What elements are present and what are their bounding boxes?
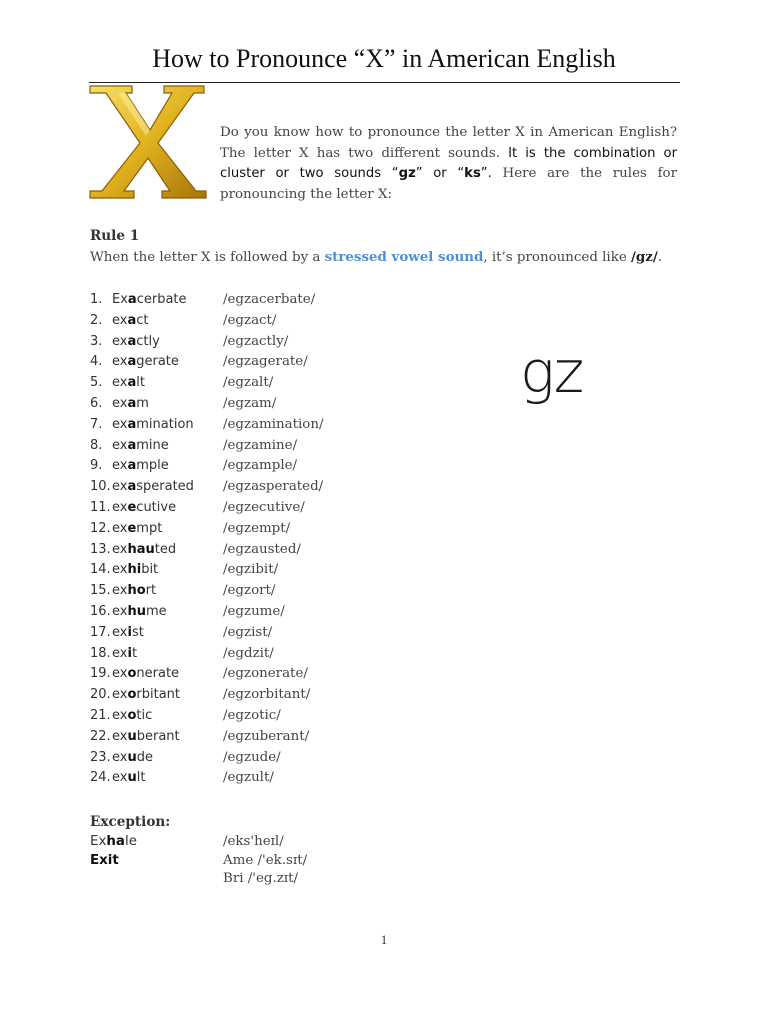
item-number: 2. [90,312,103,328]
intro-paragraph: Do you know how to pronounce the letter X in American English? The letter X has two different sounds. It is the combination or cluster or two sounds “gz” or “ks”. Here are the rules for pronouncing the letter X: [220,125,677,202]
word-list-item [90,623,273,644]
pronunciation: /egzamine/ [223,437,298,453]
word: exuberant [112,728,180,744]
pronunciation: /egzactly/ [223,333,289,349]
pronunciation: /egzonerate/ [223,666,308,682]
item-number: 7. [90,416,103,432]
word-list-item [90,581,276,602]
item-number: 13. [90,541,111,557]
pronunciation: /egzult/ [223,770,274,786]
exception-exit: Exit Ame /'ek.sɪt/ [90,853,308,868]
pronunciation: /egzagerate/ [223,354,308,370]
ks-bold: ks [464,166,481,182]
word: exorbitant [112,687,181,703]
word: executive [112,499,177,515]
word: exhibit [112,562,159,578]
word-list-item [90,456,298,477]
word: exactly [112,333,160,349]
pronunciation: /egzalt/ [223,375,274,391]
exception-exhale: Exhale /eks'heɪl/ [90,834,284,849]
item-number: 14. [90,562,111,578]
word-list-item [90,768,274,789]
rule-1-description: When the letter X is followed by a stressed vowel sound, it’s pronounced like /gz/. [90,249,663,265]
item-number: 3. [90,333,103,349]
item-number: 5. [90,375,103,391]
word-list [90,290,324,789]
word: exist [112,624,144,640]
item-number: 19. [90,666,111,682]
word-list-item [90,644,274,665]
item-number: 4. [90,354,103,370]
word-list-item [90,519,291,540]
pronunciation: /egzist/ [223,624,273,640]
word-list-item [90,498,305,519]
item-number: 21. [90,707,111,723]
item-number: 1. [90,292,103,307]
item-number: 12. [90,520,111,536]
word: exit [112,645,138,661]
item-number: 9. [90,458,103,474]
word-list-item [90,373,274,394]
item-number: 17. [90,624,111,640]
word: exagerate [112,354,179,370]
pronunciation: /egzausted/ [223,541,301,557]
word-list-item [90,748,281,769]
rule-1-title: Rule 1 [90,228,140,244]
word-list-item [90,311,277,332]
exception-title: Exception: [90,814,171,830]
word: example [112,458,169,474]
gz-sound: /gz/ [631,249,658,265]
word: exude [112,749,153,765]
word-list-item [90,560,279,581]
pronunciation: /egzample/ [223,458,298,474]
word-list-item [90,664,308,685]
word-list-item [90,352,308,373]
page-number: 1 [380,932,388,947]
word: exasperated [112,479,194,495]
pronunciation: /egzamination/ [223,416,324,432]
word-list-item [90,415,324,436]
word-list-item [90,394,277,415]
word: exonerate [112,666,180,682]
pronunciation: /egzume/ [223,603,285,619]
pronunciation: /egzibit/ [223,562,279,578]
pronunciation: /egzempt/ [223,520,291,536]
pronunciation: /egzam/ [223,395,277,411]
gz-bold: gz [398,166,416,182]
word: exempt [112,520,163,536]
pronunciation: /egzorbitant/ [223,687,311,703]
item-number: 11. [90,499,111,515]
page-title: How to Pronounce “X” in American English [152,44,616,73]
word-list-item [90,436,298,457]
item-number: 15. [90,583,111,599]
gz-display: gz [520,338,584,406]
word: exact [112,312,149,328]
item-number: 24. [90,770,111,786]
word: exotic [112,707,153,723]
pronunciation: /egzacerbate/ [223,292,316,307]
word: examine [112,437,169,453]
item-number: 23. [90,749,111,765]
stressed-vowel-highlight: stressed vowel sound [324,249,484,265]
word: exhort [112,583,157,599]
word-list-item [90,685,311,706]
svg-text:X: X [148,180,149,181]
pronunciation: /egdzit/ [223,645,274,661]
pronunciation: /egzuberant/ [223,728,310,744]
golden-x-logo [88,80,208,204]
word: exalt [112,375,145,391]
word: exhauted [112,541,177,557]
item-number: 16. [90,603,111,619]
word-list-item [90,477,324,498]
pronunciation: /egzecutive/ [223,499,305,515]
word: Exacerbate [112,292,187,307]
item-number: 10. [90,479,111,495]
pronunciation: /egzort/ [223,583,276,599]
word: exam [112,395,149,411]
pronunciation: /egzotic/ [223,707,281,723]
item-number: 6. [90,395,103,411]
word-list-item [90,540,301,561]
word-list-item [90,706,281,727]
item-number: 22. [90,728,111,744]
pronunciation: /egzude/ [223,749,281,765]
word-list-item [90,290,316,311]
pronunciation: /egzasperated/ [223,479,324,495]
item-number: 20. [90,687,111,703]
word-list-item [90,332,289,353]
exception-exit-british: Bri /'eg.zɪt/ [223,871,298,886]
pronunciation: /egzact/ [223,312,277,328]
item-number: 8. [90,437,103,453]
item-number: 18. [90,645,111,661]
word: exult [112,770,146,786]
word-list-item [90,727,310,748]
word: exhume [112,603,167,619]
word-list-item [90,602,285,623]
word: examination [112,416,194,432]
